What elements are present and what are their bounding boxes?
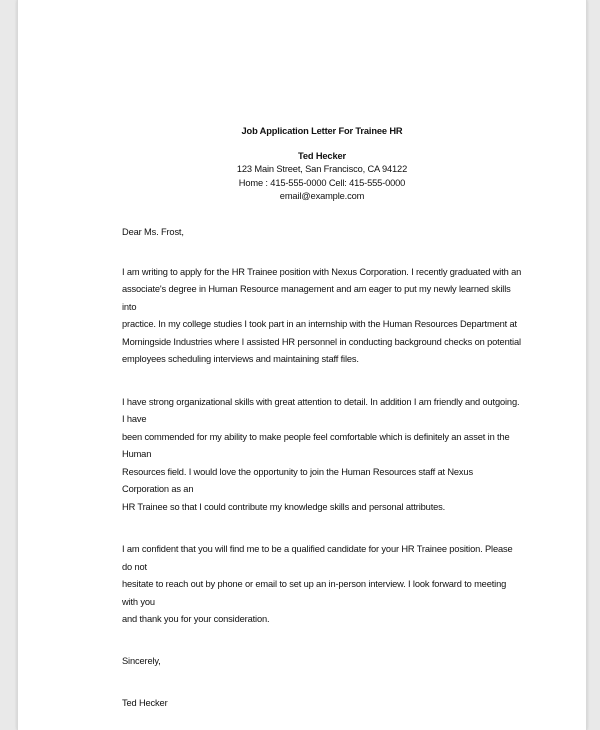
letter-title: Job Application Letter For Trainee HR <box>241 126 403 136</box>
sender-phones: Home : 415-555-0000 Cell: 415-555-0000 <box>238 177 406 188</box>
signature-name: Ted Hecker <box>122 697 168 708</box>
paragraph-line: and thank you for your consideration. <box>122 614 270 624</box>
paragraph-line: I am writing to apply for the HR Trainee position with Nexus Corporation. I recently graduated with an <box>122 266 522 277</box>
sender-email: email@example.com <box>279 191 365 201</box>
paragraph-line: practice. In my college studies I took part in an internship with the Human Resources Department at <box>122 319 517 329</box>
paragraph-line: employees scheduling interviews and maintaining staff files. <box>122 354 359 364</box>
sender-name: Ted Hecker <box>298 151 346 161</box>
closing: Sincerely, <box>122 655 161 666</box>
document-page <box>17 0 587 730</box>
salutation: Dear Ms. Frost, <box>122 226 184 237</box>
paragraph-line: HR Trainee so that I could contribute my knowledge skills and personal attributes. <box>122 501 446 512</box>
paragraph-1 <box>122 264 522 369</box>
paragraph-line: hesitate to reach out by phone or email to set up an in-person interview. I look forward to meeting with you <box>122 579 507 607</box>
paragraph-2 <box>122 394 522 517</box>
paragraph-line: I have strong organizational skills with great attention to detail. In addition I am friendly and outgoing. I have <box>122 396 520 424</box>
sender-block <box>122 150 522 204</box>
letter-body <box>122 125 522 710</box>
paragraph-line: Morningside Industries where I assisted HR personnel in conducting background checks on potential <box>122 336 521 347</box>
paragraph-line: I am confident that you will find me to be a qualified candidate for your HR Trainee position. Please do not <box>122 544 513 572</box>
sender-address: 123 Main Street, San Francisco, CA 94122 <box>236 164 408 174</box>
paragraph-3 <box>122 541 522 629</box>
paragraph-line: associate's degree in Human Resource management and am eager to put my newly learned skills into <box>122 284 511 312</box>
paragraph-line: been commended for my ability to make people feel comfortable which is definitely an asset in the Human <box>122 431 510 459</box>
paragraph-line: Resources field. I would love the opportunity to join the Human Resources staff at Nexus Corporation as an <box>122 466 473 494</box>
